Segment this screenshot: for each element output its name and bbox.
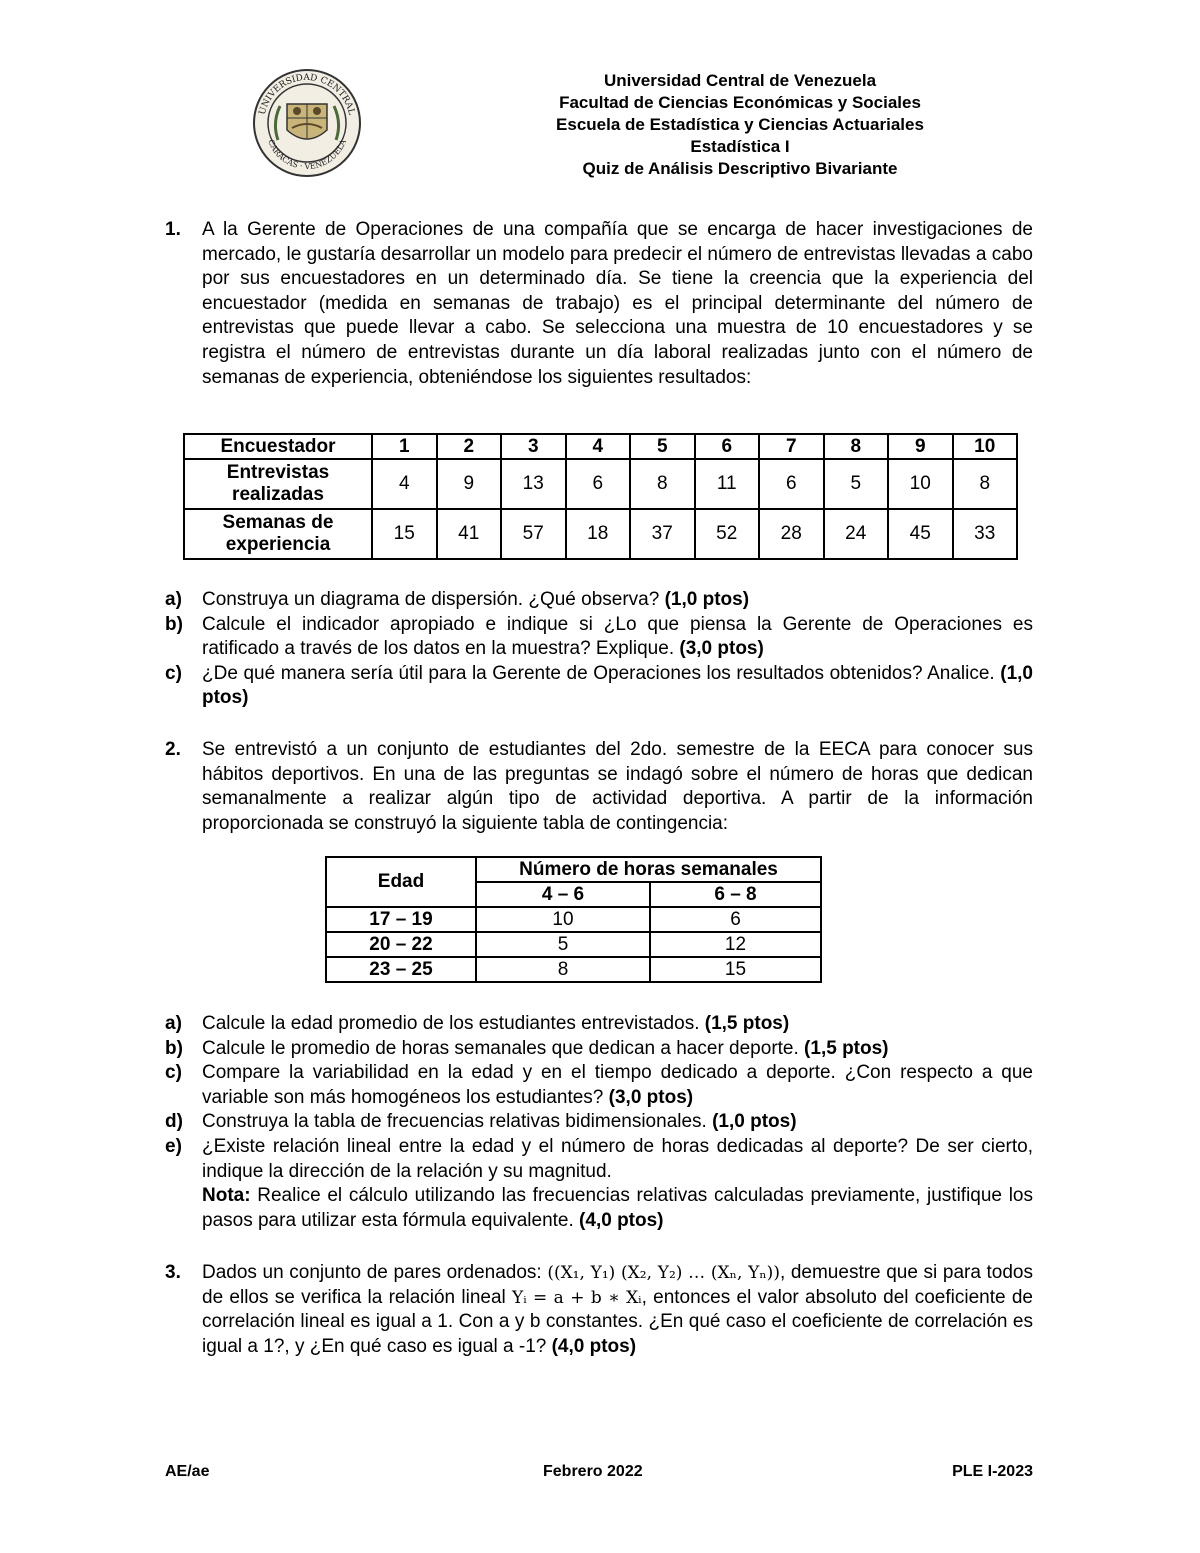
question-1 (165, 218, 1033, 390)
list-item: a) Construya un diagrama de dispersión. ¿Qué observa? (1,0 ptos) (165, 589, 750, 610)
list-item: d) Construya la tabla de frecuencias relativas bidimensionales. (1,0 ptos) (165, 1111, 797, 1133)
footer-initials: AE/ae (165, 1463, 210, 1480)
ordered-pairs: ((X₁, Y₁) (X₂, Y₂) … (Xₙ, Yₙ)) (547, 1263, 780, 1283)
table-cell: 37 (630, 509, 695, 559)
question-text: Dados un conjunto de pares ordenados: ((X₁, Y₁) (X₂, Y₂) … (Xₙ, Yₙ)), demuestre que si para todos de ellos se verifica la relación lineal Yᵢ = a + b ∗ Xᵢ, entonces el valor absoluto del coeficiente de correlación lineal es igual a 1. Con a y b constantes. ¿En qué caso el coeficiente de correlación es igual a 1?, y ¿En qué caso es igual a -1? (4,0 ptos) (202, 1262, 1033, 1357)
table-header-cell: 1 (372, 434, 437, 459)
list-item: a) Calcule la edad promedio de los estudiantes entrevistados. (1,5 ptos) (165, 1013, 790, 1034)
document-header (480, 70, 1000, 180)
question-number: 3. (165, 1262, 181, 1283)
table-header-row (184, 434, 1017, 459)
table-cell: 15 (650, 957, 821, 982)
row-label: 20 – 22 (326, 932, 476, 957)
linear-formula: Yᵢ = a + b ∗ Xᵢ (512, 1287, 642, 1308)
svg-text:UNIVERSIDAD CENTRAL: UNIVERSIDAD CENTRAL (257, 72, 357, 116)
table-header-cell: 6 (695, 434, 760, 459)
table-header-cell: 2 (437, 434, 502, 459)
row-label: 17 – 19 (326, 907, 476, 932)
university-seal (252, 68, 362, 178)
question-text: Se entrevistó a un conjunto de estudiantes del 2do. semestre de la EECA para conocer sus hábitos deportivos. En una de las preguntas se indagó sobre el número de horas que dedican semanalmente a realizar algún tipo de actividad deportiva. A partir de la información proporcionada se construyó la siguiente tabla de contingencia: (202, 739, 1033, 834)
question-1-items (165, 588, 1033, 711)
header-university: Universidad Central de Venezuela (603, 71, 877, 90)
table-cell: 6 (650, 907, 821, 932)
row-label: 23 – 25 (326, 957, 476, 982)
header-school: Escuela de Estadística y Ciencias Actuariales (556, 115, 924, 134)
table-cell: 24 (824, 509, 889, 559)
table-cell: 57 (501, 509, 566, 559)
question-number: 1. (165, 219, 181, 240)
table-cell: 33 (953, 509, 1018, 559)
table-row (184, 459, 1017, 509)
table-cell: 12 (650, 932, 821, 957)
col-label: 6 – 8 (650, 882, 821, 907)
contingency-table (325, 856, 822, 983)
question-3 (165, 1261, 1033, 1359)
col-label: 4 – 6 (476, 882, 650, 907)
table-cell: 15 (372, 509, 437, 559)
col-header: Número de horas semanales (476, 857, 821, 882)
table-cell: 45 (888, 509, 953, 559)
list-item: e) ¿Existe relación lineal entre la edad y el número de horas dedicadas al deporte? De ser cierto, indique la dirección de la relación y su magnitud. (165, 1135, 1033, 1182)
header-title: Quiz de Análisis Descriptivo Bivariante (582, 159, 898, 178)
table-row (184, 509, 1017, 559)
table-row (326, 932, 821, 957)
table-header-cell: 7 (759, 434, 824, 459)
table-cell: 52 (695, 509, 760, 559)
table-cell: 6 (566, 459, 631, 509)
table-header-cell: 4 (566, 434, 631, 459)
list-item: c) Compare la variabilidad en la edad y en el tiempo dedicado a deporte. ¿Con respecto a que variable son más homogéneos los estudiantes? (3,0 ptos) (165, 1062, 1033, 1108)
table-cell: 5 (824, 459, 889, 509)
table-cell: 28 (759, 509, 824, 559)
list-item: b) Calcule el indicador apropiado e indique si ¿Lo que piensa la Gerente de Operaciones es ratificado a través de los datos en la muestra? Explique. (3,0 ptos) (165, 613, 1033, 660)
header-course: Estadística I (690, 137, 790, 156)
table-header-cell: 9 (888, 434, 953, 459)
question-text: A la Gerente de Operaciones de una compañía que se encarga de hacer investigaciones de mercado, le gustaría desarrollar un modelo para predecir el número de entrevistas llevadas a cabo por sus encuestadores en un determinado día. Se tiene la creencia que la experiencia del encuestador (medida en semanas de trabajo) es el principal determinante del número de entrevistas que puede llevar a cabo. Se selecciona una muestra de 10 encuestadores y se registra el número de entrevistas durante un día laboral realizadas junto con el número de semanas de experiencia, obteniéndose los siguientes resultados: (202, 219, 1033, 388)
table-cell: 8 (630, 459, 695, 509)
table-row (326, 957, 821, 982)
table-cell: 5 (476, 932, 650, 957)
table-row (326, 907, 821, 932)
row-header: Edad (326, 857, 476, 907)
table-cell: 10 (476, 907, 650, 932)
table-cell: 13 (501, 459, 566, 509)
question-2-items (165, 1012, 1033, 1233)
question-2 (165, 738, 1033, 836)
footer-date: Febrero 2022 (543, 1463, 643, 1480)
page-footer (165, 1463, 1033, 1485)
list-item: b) Calcule le promedio de horas semanales que dedican a hacer deporte. (1,5 ptos) (165, 1037, 889, 1059)
interviews-table (183, 433, 1018, 560)
table-cell: 8 (953, 459, 1018, 509)
table-cell: 41 (437, 509, 502, 559)
table-cell: 6 (759, 459, 824, 509)
table-cell: 11 (695, 459, 760, 509)
list-item: c) ¿De qué manera sería útil para la Gerente de Operaciones los resultados obtenidos? Analice. (1,0 ptos) (165, 662, 1033, 709)
table-header-cell: 5 (630, 434, 695, 459)
table-header-cell: 8 (824, 434, 889, 459)
row-label: Entrevistas realizadas (184, 459, 372, 509)
table-header-row (326, 857, 821, 882)
table-header-cell: 10 (953, 434, 1018, 459)
table-header-cell: 3 (501, 434, 566, 459)
table-cell: 10 (888, 459, 953, 509)
table-cell: 8 (476, 957, 650, 982)
table-header-cell: Encuestador (184, 434, 372, 459)
footer-code: PLE I-2023 (952, 1463, 1033, 1480)
table-cell: 4 (372, 459, 437, 509)
note: Nota: Realice el cálculo utilizando las frecuencias relativas calculadas previamente, justifique los pasos para utilizar esta fórmula equivalente. (4,0 ptos) (202, 1185, 1033, 1231)
question-number: 2. (165, 739, 181, 760)
row-label: Semanas de experiencia (184, 509, 372, 559)
table-cell: 18 (566, 509, 631, 559)
table-cell: 9 (437, 459, 502, 509)
header-faculty: Facultad de Ciencias Económicas y Sociales (559, 93, 921, 112)
svg-text:CARACAS · VENEZUELA: CARACAS · VENEZUELA (266, 138, 348, 172)
